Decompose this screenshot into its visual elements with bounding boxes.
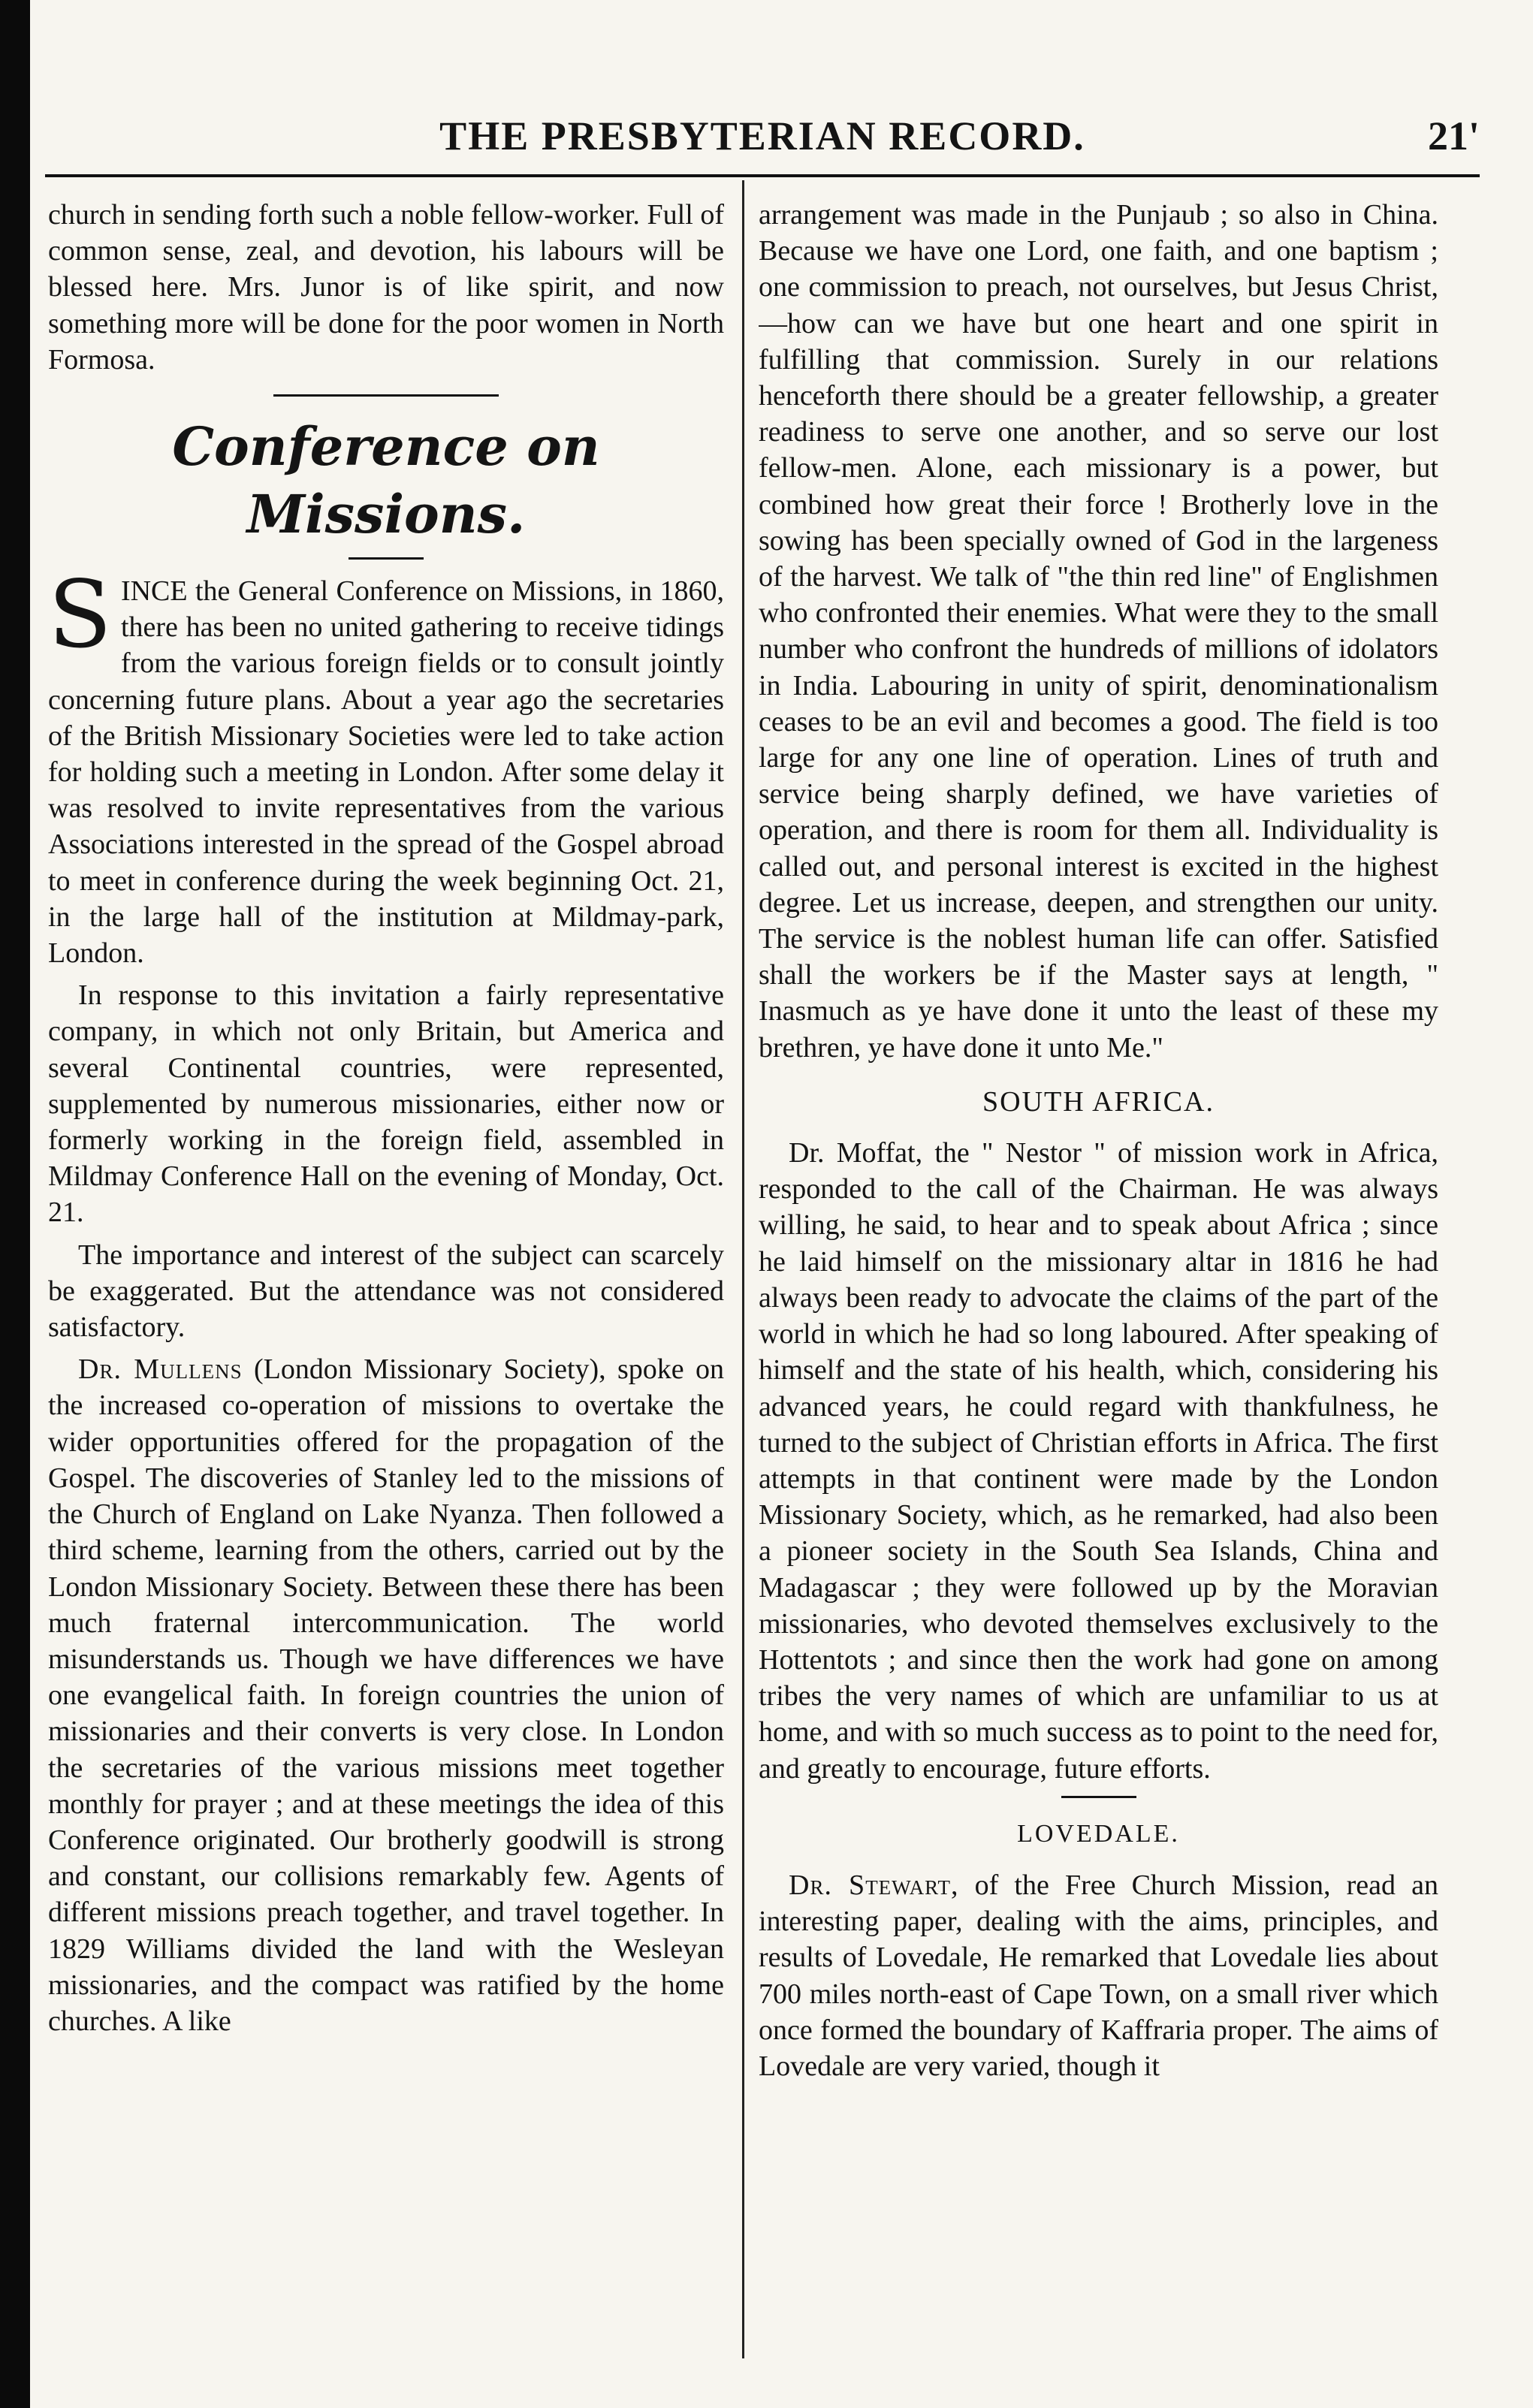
column-divider: [742, 180, 744, 2358]
paragraph: Dr. Moffat, the " Nestor " of mission work in Africa, responded to the call of the Chairman. He was always willing, he said, to hear and to speak about Africa ; since he laid himself on the missionary altar in 1816 he had always been ready to advocate the claims of the part of the world in which he had so long laboured. After speaking of himself and the state of his health, which, considering his advanced years, he could regard with thankfulness, he turned to the subject of Christian efforts in Africa. The first attempts in that continent were made by the London Missionary Society, which, as he remarked, had also been a pioneer society in the South Sea Islands, China and Madagascar ; they were followed up by the Moravian missionaries, who devoted themselves exclusively to the Hottentots ; and since then the work had gone on among tribes the very names of which are unfamiliar to us at home, and with so much success as to point to the need for, and greatly to encourage, future efforts.: [759, 1137, 1438, 1785]
section-rule: [273, 394, 499, 397]
paragraph: Dr. Mullens (London Missionary Society), spoke on the increased co-operation of missions to overtake the wider opportunities offered for the propagation of the Gospel. The discoveries of Stanley led to the missions of the Church of England on Lake Nyanza. Then followed a third scheme, learning from the others, carried out by the London Missionary Society. Between these there has been much fraternal intercommunication. The world misunderstands us. Though we have differences we have one evangelical faith. In foreign countries the union of missionaries and their converts is very close. In London the secretaries of the various missions meet together monthly for prayer ; and at these meetings the idea of this Conference originated. Our brotherly goodwill is strong and constant, our collisions remarkably few. Agents of different missions preach together, and travel together. In 1829 Williams divided the land with the Wesleyan missionaries, and the compact was ratified by the home churches. A like: [48, 1353, 724, 2037]
paragraph: The importance and interest of the subject can scarcely be exaggerated. But the attendance was not considered satisfactory.: [48, 1239, 724, 1344]
left-column: [48, 197, 724, 2378]
binding-edge: [0, 0, 30, 2408]
paragraph: In response to this invitation a fairly representative company, in which not only Britain, but America and several Continental countries, were represented, supplemented by numerous missionaries, either now or formerly working in the foreign field, assembled in Mildmay Conference Hall on the evening of Monday, Oct. 21.: [48, 979, 724, 1229]
header-rule: [45, 174, 1480, 177]
page-header: [45, 113, 1480, 173]
section-title: Conference on Missions.: [172, 415, 600, 546]
page-number: 21': [1427, 113, 1480, 158]
title-rule: [349, 557, 424, 560]
right-column: [759, 197, 1438, 2378]
subheading-south-africa: SOUTH AFRICA.: [982, 1085, 1215, 1118]
subheading-lovedale: LOVEDALE.: [1017, 1819, 1180, 1848]
paragraph: Dr. Stewart, of the Free Church Mission, read an interesting paper, dealing with the aims, principles, and results of Lovedale, He remarked that Lovedale lies about 700 miles north-east of Cape Town, on a small river which once formed the boundary of Kaffraria proper. The aims of Lovedale are very varied, though it: [759, 1869, 1438, 2082]
paragraph: arrangement was made in the Punjaub ; so also in China. Because we have one Lord, one faith, and one baptism ; one commission to preach, not ourselves, but Jesus Christ,—how can we have but one heart and one spirit in fulfilling that commission. Surely in our relations henceforth there should be a greater fellowship, a greater readiness to serve one another, and so serve our lost fellow-men. Alone, each missionary is a power, but combined how great their force ! Brotherly love in the sowing has been specially owned of God in the largeness of the harvest. We talk of "the thin red line" of Englishmen who confronted their enemies. What were they to the small number who confront the hundreds of millions of idolators in India. Labouring in unity of spirit, denominationalism ceases to be an evil and becomes a good. The field is too large for any one line of operation. Lines of truth and service being sharply defined, we have varieties of operation, and there is room for them all. Individuality is called out, and personal interest is excited in the highest degree. Let us increase, deepen, and strengthen our unity. The service is the noblest human life can offer. Satisfied shall the workers be if the Master says at length, " Inasmuch as ye have done it unto the least of these my brethren, ye have done it unto Me.": [759, 199, 1438, 1064]
opening-paragraph: SINCE the General Conference on Missions, in 1860, there has been no united gathering to receive tidings from the various foreign fields or to consult jointly concerning future plans. About a year ago the secretaries of the British Missionary Societies were led to take action for holding such a meeting in London. After some delay it was resolved to invite representatives from the various Associations interested in the spread of the Gospel abroad to meet in conference during the week beginning Oct. 21, in the large hall of the institution at Mildmay-park, London.: [48, 561, 724, 970]
speaker-name: Dr. Mullens: [78, 1353, 243, 1386]
paragraph: church in sending forth such a noble fellow-worker. Full of common sense, zeal, and devotion, his labours will be blessed here. Mrs. Junor is of like spirit, and now something more will be done for the poor women in North Formosa.: [48, 199, 724, 376]
speaker-name: Dr. Stewart,: [789, 1869, 959, 1901]
subsection-rule: [1061, 1796, 1136, 1798]
publication-title: THE PRESBYTERIAN RECORD.: [439, 113, 1085, 158]
drop-cap: S: [48, 561, 112, 670]
